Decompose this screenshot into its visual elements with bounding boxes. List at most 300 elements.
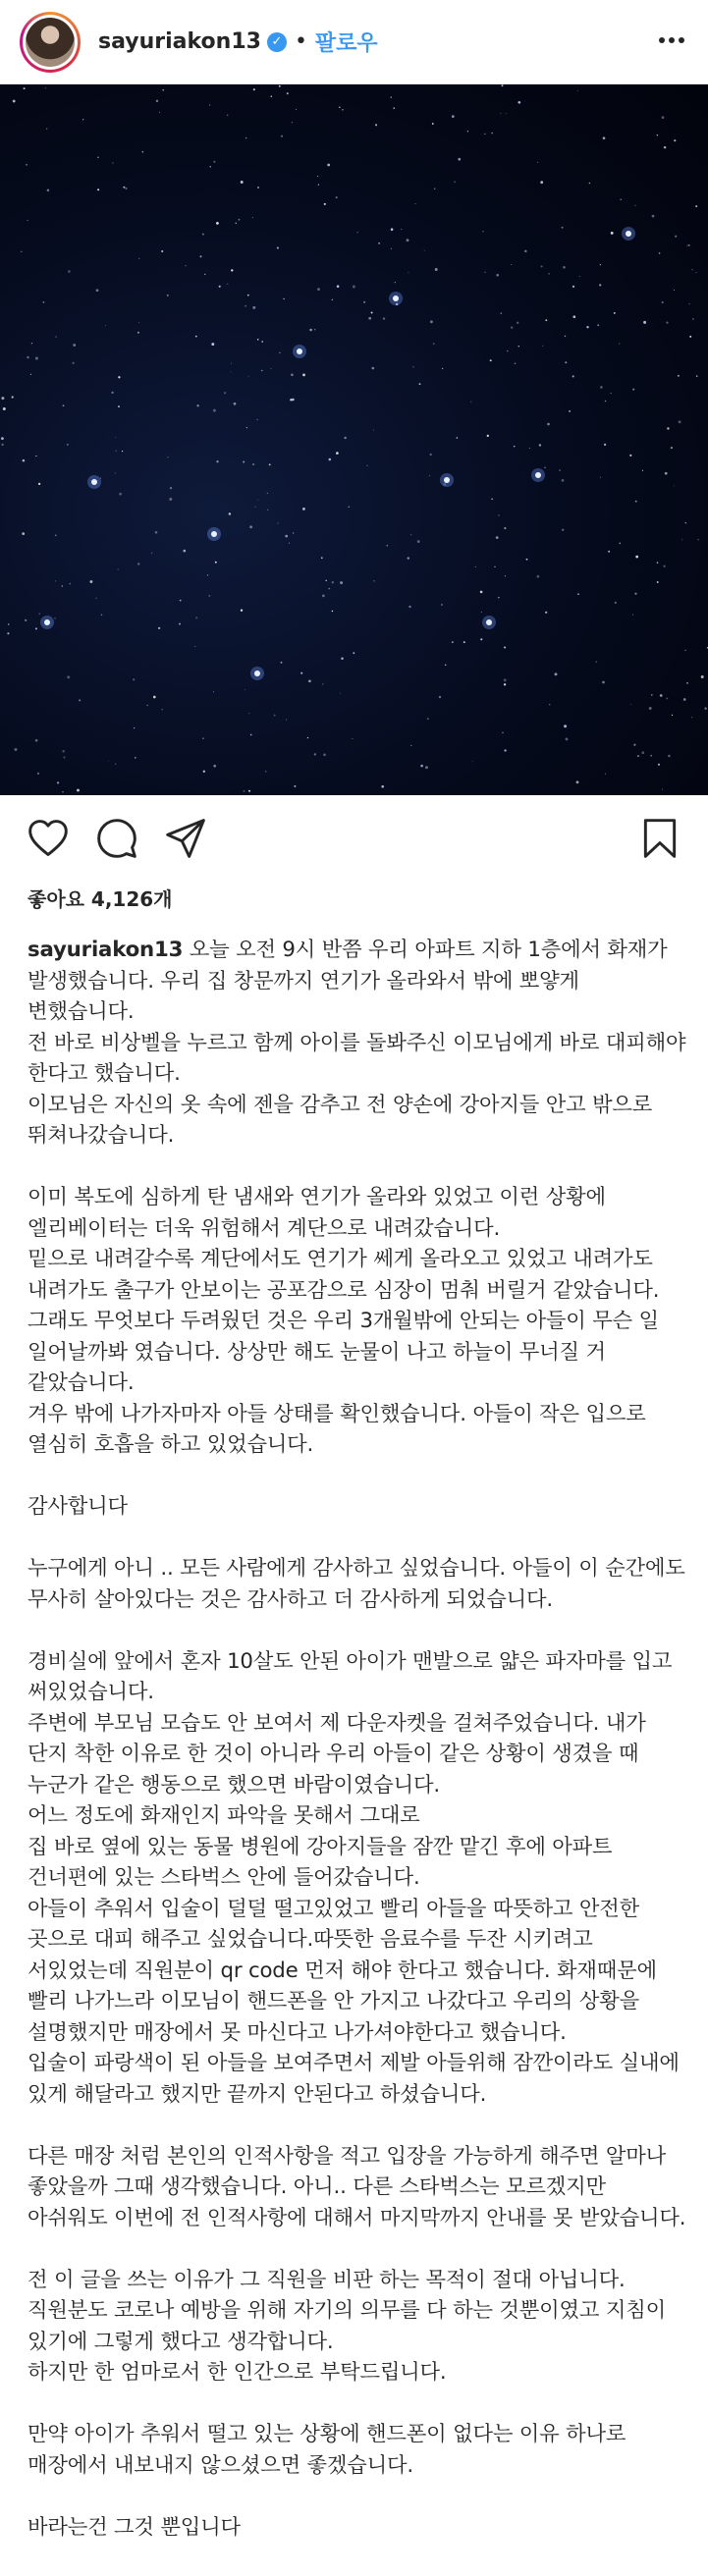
star — [691, 269, 692, 270]
star — [134, 727, 135, 728]
star — [89, 580, 92, 583]
star — [679, 420, 681, 423]
star — [314, 329, 315, 330]
star — [660, 694, 663, 697]
star — [27, 220, 28, 221]
star — [579, 276, 580, 277]
star — [475, 566, 476, 567]
star — [439, 696, 441, 698]
star — [125, 188, 127, 189]
star — [344, 437, 346, 439]
star — [463, 641, 465, 643]
star — [24, 87, 26, 89]
star — [253, 88, 255, 90]
star — [681, 539, 682, 540]
star — [424, 250, 425, 251]
star — [353, 286, 355, 289]
star — [67, 675, 70, 678]
star — [643, 321, 646, 324]
star — [82, 119, 83, 120]
star — [339, 107, 340, 108]
star — [322, 595, 325, 598]
star — [663, 565, 665, 567]
star — [194, 646, 195, 647]
star — [278, 523, 279, 524]
star — [391, 248, 392, 249]
star — [137, 563, 139, 564]
star — [1, 397, 4, 400]
star — [293, 532, 294, 533]
star — [664, 146, 666, 148]
star — [100, 478, 101, 479]
star — [651, 694, 653, 696]
star — [142, 151, 143, 152]
star — [657, 134, 659, 136]
star — [662, 789, 663, 790]
star — [8, 623, 10, 625]
star — [504, 527, 506, 529]
star — [696, 272, 697, 273]
star — [490, 359, 492, 361]
star — [199, 255, 201, 257]
follow-button[interactable]: 팔로우 — [314, 31, 378, 56]
star — [265, 771, 266, 772]
star — [38, 483, 40, 485]
star — [95, 598, 96, 599]
star — [158, 627, 160, 629]
star — [248, 790, 250, 792]
star — [252, 463, 254, 465]
star — [257, 500, 258, 501]
star — [491, 133, 492, 134]
star — [342, 109, 344, 111]
star — [504, 749, 506, 751]
star — [537, 575, 540, 578]
star — [105, 325, 106, 326]
star — [63, 756, 65, 758]
star — [216, 222, 219, 225]
star — [167, 295, 169, 296]
star — [122, 451, 123, 452]
share-icon[interactable] — [163, 817, 208, 860]
star — [216, 460, 218, 462]
star — [274, 715, 276, 717]
star — [595, 661, 597, 663]
star — [277, 247, 279, 249]
star — [35, 627, 37, 629]
star — [248, 713, 249, 714]
star — [249, 525, 252, 528]
star — [686, 245, 687, 246]
star — [289, 543, 290, 544]
more-options-icon[interactable] — [657, 29, 686, 51]
star — [374, 580, 375, 581]
caption-text: 오늘 오전 9시 반쯤 우리 아파트 지하 1층에서 화재가 발생했습니다. 우리 집 창문까지 연기가 올라와서 밖에 뽀얗게 변했습니다. 전 바로 비상벨을 누르고 함께 아이를 돌봐주신 이모님에게 바로 대피해야 한다고 했습니다. 이모님은 자신의 옷 속에 젠을 감추고 전 양손에 강아지들 안고 밖으로 뛰쳐나갔습니다. 이미 복도에 심하게 탄 냄새와 연기가 올라와 있었고 이런 상황에 엘리베이터는 더욱 위험해서 계단으로 내려갔습니다. 밑으로 내려갈수록 계단에서도 연기가 쎄게 올라오고 있었고 내려가도 내려가도 출구가 안보이는 공포감으로 심장이 멈춰 버릴거 같았습니다. 그래도 무엇보다 두려웠던 것은 우리 3개월밖에 안되는 아들이 무슨 일 일어날까봐 였습니다. 상상만 해도 눈물이 나고 하늘이 무너질 거 같았습니다. 겨우 밖에 나가자마자 아들 상태를 확인했습니다. 아들이 작은 입으로 열심히 호흡을 하고 있었습니다. 감사합니다 누구에게 아니 .. 모든 사람에게 감사하고 싶었습니다. 아들이 이 순간에도 무사히 살아있다는 것은 감사하고 더 감사하게 되었습니다. 경비실에 앞에서 혼자 10살도 안된 아이가 맨발으로 얇은 파자마를 입고 써있었습니다. 주변에 부모님 모습도 안 보여서 제 다운자켓을 걸쳐주었습니다. 내가 단지 착한 이유로 한 것이 아니라 우리 아들이 같은 상황이 생겼을 때 누군가 같은 행동으로 했으면 바람이였습니다. 어느 정도에 화재인지 파악을 못해서 그대로 집 바로 옆에 있는 동물 병원에 강아지들을 잠깐 맡긴 후에 아파트 건너편에 있는 스타벅스 안에 들어갔습니다. 아들이 추워서 입술이 덜덜 떨고있었고 빨리 아들을 따뜻하고 안전한 곳으로 대피 해주고 싶었습니다.따뜻한 음료수를 두잔 시키려고 서있었는데 직원분이 qr code 먼저 해야 한다고 했습니다. 화재때문에 빨리 나가느라 이모님이 핸드폰을 안 가지고 나갔다고 우리의 상황을 설명했지만 매장에서 못 마신다고 나가셔야한다고 했습니다. 입술이 파랑색이 된 아들을 보여주면서 제발 아들위해 잠깐이라도 실내에 있게 해달라고 했지만 끝까지 안된다고 하셨습니다. 다른 매장 처럼 본인의 인적사항을 적고 입장을 가능하게 해주면 알마나 좋았을까 그때 생각했습니다. 아니.. 다른 스타벅스는 모르겠지만 아쉬워도 이번에 전 인적사항에 대해서 마지막까지 안내를 못 받았습니다. 전 이 글을 쓰는 이유가 그 직원을 비판 하는 목적이 절대 아닙니다. 직원분도 코로나 예방을 위해 자기의 의무를 다 하는 것뿐이였고 지침이 있기에 그렇게 했다고 생각합니다. 하지만 한 엄마로서 한 인간으로 부탁드립니다. 만약 아이가 추워서 떨고 있는 상황에 핸드폰이 없다는 이유 하나로 매장에서 내보내지 않으셨으면 좋겠습니다. 바라는건 그것 뿐입니다 — [27, 938, 686, 2540]
star — [484, 272, 485, 273]
star — [502, 732, 503, 733]
star — [68, 270, 71, 273]
star — [517, 322, 518, 324]
star — [395, 282, 396, 283]
star — [281, 662, 283, 664]
star — [332, 299, 333, 300]
avatar-image — [26, 18, 75, 67]
bright-star — [393, 295, 399, 301]
star — [480, 591, 483, 594]
bright-star — [297, 349, 302, 354]
star — [332, 611, 333, 612]
star — [283, 298, 284, 299]
star — [245, 305, 246, 307]
star — [410, 745, 411, 746]
star — [184, 550, 187, 553]
avatar-ring — [23, 15, 78, 70]
star — [695, 205, 697, 207]
star — [153, 696, 156, 699]
star — [621, 199, 622, 200]
star — [170, 487, 172, 489]
star — [97, 156, 99, 158]
star — [261, 341, 263, 343]
star — [373, 430, 374, 431]
star — [302, 373, 305, 376]
star — [138, 322, 139, 323]
post-caption — [27, 935, 687, 2543]
star — [285, 535, 288, 538]
star — [238, 219, 240, 221]
star — [151, 553, 152, 554]
star — [452, 115, 455, 118]
star — [323, 753, 326, 756]
star — [243, 790, 245, 792]
star — [112, 392, 114, 394]
bright-star — [486, 619, 492, 625]
star — [97, 188, 99, 190]
star — [302, 508, 305, 510]
star — [322, 683, 323, 684]
bookmark-icon[interactable] — [640, 817, 680, 860]
star — [555, 672, 558, 675]
star — [363, 301, 365, 303]
star — [514, 446, 516, 448]
star — [317, 176, 318, 177]
star — [565, 361, 567, 363]
star — [236, 223, 237, 224]
star — [419, 383, 421, 385]
avatar[interactable] — [20, 12, 81, 73]
star — [257, 339, 259, 341]
star — [269, 463, 271, 465]
star — [73, 362, 75, 364]
star — [566, 737, 569, 740]
star — [62, 750, 65, 753]
star — [115, 473, 116, 474]
star — [605, 401, 607, 402]
star — [689, 336, 691, 338]
star — [683, 698, 686, 701]
star — [118, 376, 120, 378]
bright-star — [211, 531, 217, 537]
star — [668, 755, 671, 758]
star — [611, 393, 612, 394]
star — [526, 559, 528, 561]
star — [569, 410, 571, 412]
star — [309, 329, 312, 332]
separator-dot: • — [294, 29, 307, 54]
star — [433, 343, 435, 345]
star — [671, 447, 673, 449]
star — [247, 295, 249, 296]
star — [501, 312, 503, 314]
star — [688, 303, 690, 305]
star — [296, 109, 297, 110]
star — [55, 534, 57, 536]
comment-icon[interactable] — [94, 817, 139, 860]
star — [511, 327, 513, 329]
star — [22, 532, 25, 535]
starfield — [0, 84, 708, 795]
star — [57, 781, 59, 783]
star — [357, 232, 358, 233]
star — [633, 744, 635, 746]
star — [441, 604, 442, 605]
star — [600, 477, 601, 478]
star — [684, 650, 686, 652]
star — [667, 427, 669, 429]
star — [55, 336, 57, 338]
star — [213, 765, 216, 768]
star — [619, 543, 621, 545]
star — [321, 557, 323, 559]
star — [507, 350, 509, 352]
star — [292, 399, 295, 402]
star — [208, 595, 210, 597]
star — [292, 122, 293, 123]
star — [542, 346, 543, 347]
post-image[interactable] — [0, 84, 708, 795]
bright-star — [626, 231, 631, 237]
star — [13, 100, 16, 103]
star — [445, 665, 446, 666]
star — [619, 344, 620, 345]
star — [159, 112, 160, 113]
star — [3, 407, 6, 410]
star — [632, 389, 634, 391]
star — [496, 274, 499, 277]
star — [515, 362, 517, 364]
star — [252, 217, 253, 218]
star — [1, 437, 4, 440]
star — [169, 498, 172, 501]
star — [407, 239, 409, 242]
star — [211, 343, 214, 346]
star — [353, 652, 354, 654]
star — [271, 95, 273, 97]
star — [467, 131, 468, 132]
star — [565, 336, 566, 337]
star — [635, 556, 638, 559]
star — [227, 115, 228, 116]
star — [123, 187, 125, 188]
like-count[interactable]: 좋아요 4,126개 — [27, 887, 173, 911]
star — [135, 757, 136, 759]
star — [577, 90, 578, 91]
star — [420, 765, 423, 768]
star — [498, 597, 499, 598]
star — [241, 610, 243, 612]
star — [336, 452, 339, 455]
star — [408, 606, 410, 608]
star — [417, 540, 420, 543]
star — [366, 465, 367, 466]
star — [548, 273, 549, 274]
star — [600, 386, 602, 388]
bright-star — [535, 472, 541, 478]
star — [108, 761, 109, 762]
star — [115, 437, 116, 438]
star — [572, 315, 575, 318]
star — [605, 774, 606, 775]
star — [491, 499, 492, 500]
star — [279, 85, 281, 87]
star — [504, 683, 506, 685]
star — [279, 352, 280, 353]
star — [541, 265, 543, 267]
star — [563, 266, 566, 269]
star — [267, 510, 269, 511]
star — [352, 738, 353, 739]
star — [231, 269, 233, 271]
star — [286, 720, 287, 721]
star — [341, 657, 344, 660]
star — [119, 493, 122, 496]
star — [371, 312, 373, 314]
star — [686, 682, 688, 684]
star — [267, 493, 268, 494]
star — [564, 724, 567, 727]
star — [23, 459, 26, 462]
star — [697, 539, 698, 540]
star — [63, 404, 65, 406]
star — [481, 612, 482, 613]
star — [161, 709, 162, 710]
star — [608, 551, 610, 553]
star — [112, 162, 113, 163]
star — [324, 203, 326, 205]
star — [318, 185, 319, 186]
star — [69, 583, 71, 585]
star — [506, 113, 507, 114]
star — [202, 738, 203, 739]
star — [287, 92, 289, 94]
star — [393, 107, 395, 109]
star — [614, 312, 616, 314]
verified-badge-icon: ✓ — [267, 32, 287, 52]
star — [549, 704, 550, 705]
star — [317, 288, 320, 291]
star — [195, 336, 197, 338]
star — [487, 435, 489, 437]
star — [615, 602, 617, 604]
star — [156, 100, 158, 102]
star — [203, 771, 205, 773]
star — [167, 456, 168, 457]
star — [662, 301, 664, 303]
star — [496, 536, 499, 539]
star — [55, 580, 56, 581]
star — [325, 579, 327, 581]
star — [30, 374, 31, 375]
star — [336, 196, 338, 198]
star — [327, 164, 330, 167]
star — [332, 581, 334, 583]
star — [572, 375, 574, 377]
star — [629, 455, 631, 456]
star — [291, 374, 294, 377]
star — [261, 370, 262, 371]
star — [430, 454, 432, 456]
star — [691, 717, 692, 718]
star — [207, 574, 208, 575]
star — [27, 356, 29, 359]
star — [454, 181, 456, 183]
star — [562, 227, 564, 229]
star — [42, 301, 44, 303]
star — [54, 617, 56, 619]
star — [227, 284, 228, 285]
star — [45, 87, 46, 88]
star — [213, 691, 214, 692]
star — [243, 461, 245, 463]
star — [378, 242, 380, 244]
star — [545, 319, 547, 321]
star — [340, 693, 341, 694]
star — [215, 562, 217, 564]
caption-username[interactable]: sayuriakon13 — [27, 938, 184, 962]
star — [138, 258, 139, 259]
star — [241, 181, 244, 184]
star — [47, 189, 50, 192]
star — [657, 562, 659, 564]
star — [67, 444, 68, 445]
heart-icon[interactable] — [26, 817, 71, 860]
bright-star — [444, 477, 450, 483]
star — [231, 371, 232, 372]
star — [665, 472, 668, 475]
star — [658, 764, 660, 766]
star — [204, 274, 205, 275]
star — [504, 678, 507, 681]
star — [224, 392, 226, 394]
star — [562, 529, 564, 531]
star — [675, 236, 677, 238]
star — [498, 514, 499, 515]
star — [572, 286, 574, 288]
star — [307, 737, 308, 738]
star — [559, 469, 560, 470]
star — [562, 479, 565, 482]
star — [281, 135, 283, 137]
star — [79, 699, 81, 701]
star — [146, 705, 148, 707]
star — [101, 615, 103, 617]
star — [252, 306, 255, 309]
star — [701, 675, 704, 678]
star — [600, 264, 601, 265]
star — [524, 250, 527, 253]
star — [308, 680, 311, 683]
username[interactable]: sayuriakon13 — [98, 29, 261, 54]
